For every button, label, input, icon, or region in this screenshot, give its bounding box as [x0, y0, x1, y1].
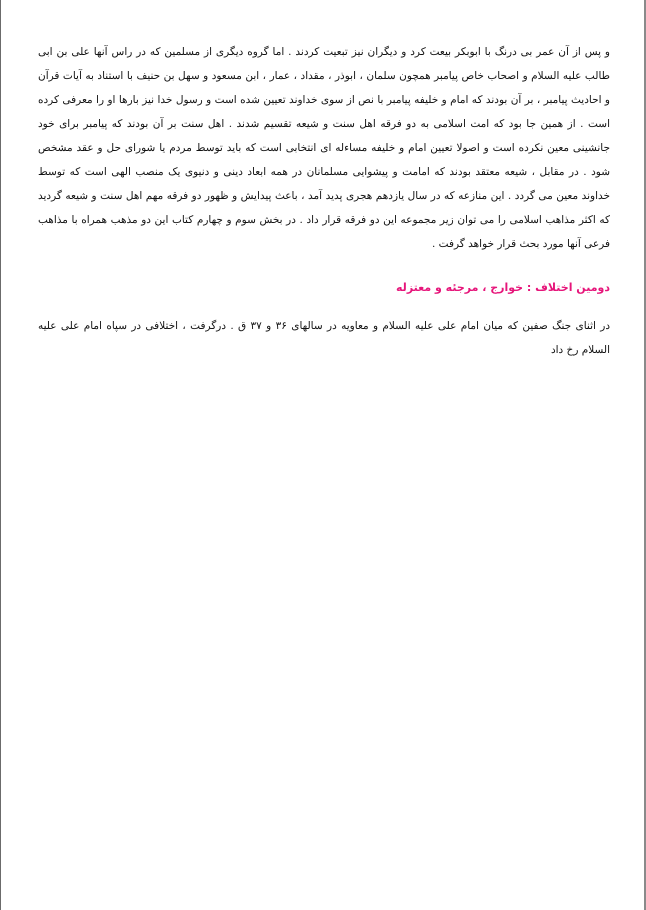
section-heading: دومین اختلاف : خوارج ، مرجئه و معتزله: [396, 281, 610, 294]
page-left-edge: [0, 0, 1, 910]
body-paragraph-1: و پس از آن عمر بی درنگ با ابوبکر بیعت کرد و دیگران نیز تبعیت کردند . اما گروه دیگری از مسلمین که در راس آنها علی بن ابی طالب علیه السلام و اصحاب خاص پیامبر همچون سلمان ، ابوذر ، مقداد ، عمار ، ابن مسعود و سهل بن حنیف با استناد به آیات قرآن و احادیث پیامبر ، بر آن بودند که امام و خلیفه پیامبر با نص از سوی خداوند تعیین شده است و رسول خدا نیز بارها او را معرفی کرده است . از همین جا بود که امت اسلامی به دو فرقه اهل سنت و شیعه تقسیم شدند . اهل سنت بر آن بودند که پیامبر برای خود جانشینی معین نکرده است و اصولا تعیین امام و خلیفه مساءله ای انتخابی است که باید توسط مردم یا شورای حل و عقد مشخص شود . در مقابل ، شیعه معتقد بودند که امامت و پیشوایی مسلمانان در همه ابعاد دینی و دنیوی یک منصب الهی است که توسط خداوند معین می گردد . این منازعه که در سال یازدهم هجری پدید آمد ، باعث پیدایش و ظهور دو فرقه مهم اهل سنت و شیعه گردید که اکثر مذاهب اسلامی را می توان زیر مجموعه این دو فرقه قرار داد . در بخش سوم و چهارم کتاب این دو مذهب همراه با مذاهب فرعی آنها مورد بحث قرار خواهد گرفت .: [38, 46, 610, 250]
page-content: [38, 40, 610, 362]
body-paragraph-2: در اثنای جنگ صفین که میان امام علی علیه السلام و معاویه در سالهای ۳۶ و ۳۷ ق . درگرفت ، اختلافی در سپاه امام علی علیه السلام رخ داد: [38, 320, 611, 356]
